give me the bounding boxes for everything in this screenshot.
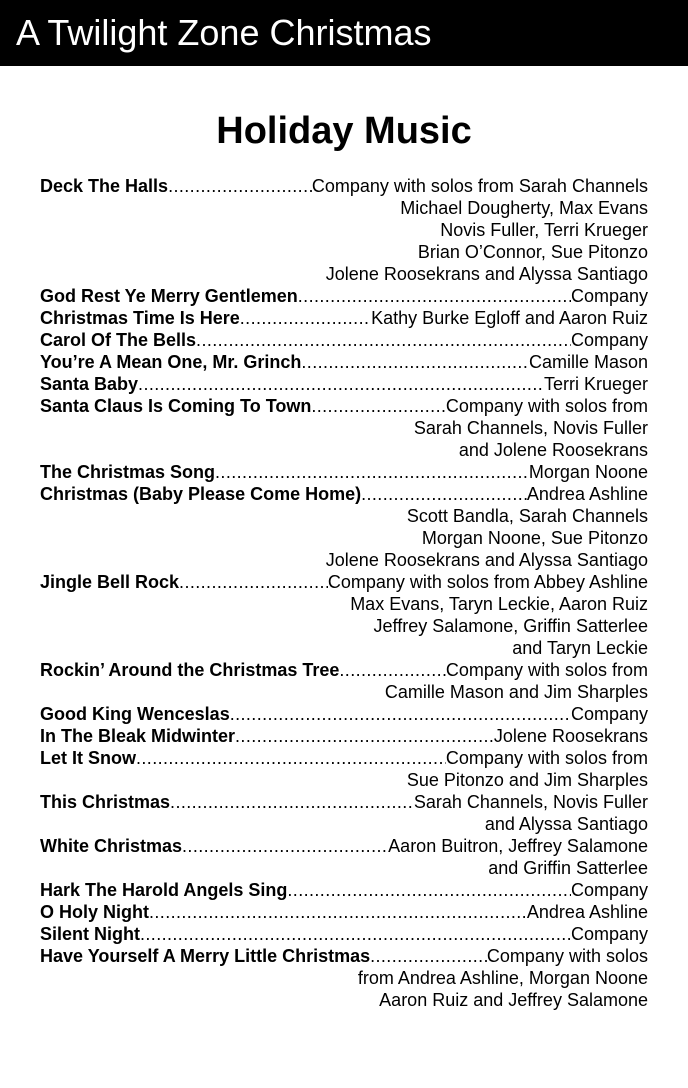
performer-text: Company with solos from Abbey Ashline [327,572,648,592]
song-title: Silent Night [40,924,140,944]
song-entry [40,945,648,1011]
song-title: Carol Of The Bells [40,330,197,350]
performer-text: Sarah Channels, Novis Fuller [413,792,648,812]
song-entry [40,835,648,879]
song-title: O Holy Night [40,902,149,922]
song-entry [40,725,648,747]
dot-leader [136,747,446,769]
song-line [40,725,648,747]
dot-leader [179,571,328,593]
song-line [40,879,648,901]
song-title: Christmas Time Is Here [40,308,240,328]
song-entry [40,571,648,659]
song-line [40,945,648,967]
performer-continuation: and Jolene Roosekrans [458,440,648,460]
song-line [40,791,648,813]
song-line [40,659,648,681]
performer-continuation: from Andrea Ashline, Morgan Noone [357,968,648,988]
dot-leader [168,175,312,197]
song-entry [40,461,648,483]
performer-continuation: Aaron Ruiz and Jeffrey Salamone [379,990,648,1010]
performer-continuation: and Taryn Leckie [512,638,648,658]
song-line [40,329,648,351]
dot-leader [149,901,527,923]
header-title: A Twilight Zone Christmas [16,12,432,53]
song-line [40,395,648,417]
song-title: White Christmas [40,836,183,856]
song-title: God Rest Ye Merry Gentlemen [40,286,298,306]
song-entry [40,747,648,791]
performer-continuation: Jolene Roosekrans and Alyssa Santiago [325,550,648,570]
dot-leader [182,835,388,857]
performer-text: Company [570,286,648,306]
song-line [40,747,648,769]
performer-continuation: Brian O’Connor, Sue Pitonzo [417,242,648,262]
song-title: Deck The Halls [40,176,169,196]
song-entry [40,703,648,725]
song-title: Let It Snow [40,748,136,768]
song-title: The Christmas Song [40,462,216,482]
dot-leader [287,879,571,901]
performer-text: Morgan Noone [528,462,648,482]
performer-text: Camille Mason [528,352,648,372]
song-entry [40,307,648,329]
song-title: Hark The Harold Angels Sing [40,880,288,900]
dot-leader [140,923,571,945]
dot-leader [235,725,494,747]
song-entry [40,373,648,395]
performer-text: Company with solos from [445,660,648,680]
dot-leader [215,461,529,483]
song-title: Have Yourself A Merry Little Christmas [40,946,371,966]
song-line [40,483,648,505]
performer-continuation: Scott Bandla, Sarah Channels [406,506,648,526]
dot-leader [301,351,529,373]
dot-leader [240,307,371,329]
performer-continuation: Sarah Channels, Novis Fuller [413,418,648,438]
song-entry [40,901,648,923]
song-entry [40,923,648,945]
song-line [40,307,648,329]
song-line [40,351,648,373]
song-title: In The Bleak Midwinter [40,726,236,746]
song-title: Good King Wenceslas [40,704,230,724]
performer-continuation: Camille Mason and Jim Sharples [384,682,648,702]
song-entry [40,395,648,461]
song-entry [40,791,648,835]
song-title: You’re A Mean One, Mr. Grinch [40,352,302,372]
performer-text: Kathy Burke Egloff and Aaron Ruiz [371,308,648,328]
dot-leader [311,395,446,417]
song-title: Rockin’ Around the Christmas Tree [40,660,340,680]
song-title: Christmas (Baby Please Come Home) [40,484,362,504]
performer-text: Company with solos [486,946,648,966]
performer-continuation: Jolene Roosekrans and Alyssa Santiago [325,264,648,284]
dot-leader [298,285,571,307]
dot-leader [196,329,571,351]
song-line [40,923,648,945]
dot-leader [230,703,571,725]
song-title: Santa Claus Is Coming To Town [40,396,312,416]
dot-leader [361,483,527,505]
performer-text: Company with solos from Sarah Channels [311,176,648,196]
performer-text: Company [570,704,648,724]
performer-text: Andrea Ashline [526,902,648,922]
performer-continuation: and Griffin Satterlee [488,858,648,878]
performer-text: Company [570,880,648,900]
song-title: This Christmas [40,792,171,812]
performer-text: Aaron Buitron, Jeffrey Salamone [388,836,648,856]
dot-leader [339,659,446,681]
song-line [40,901,648,923]
performer-continuation: Sue Pitonzo and Jim Sharples [406,770,648,790]
performer-continuation: Jeffrey Salamone, Griffin Satterlee [373,616,648,636]
song-line [40,835,648,857]
performer-text: Andrea Ashline [526,484,648,504]
performer-continuation: Morgan Noone, Sue Pitonzo [421,528,648,548]
performer-text: Company with solos from [445,396,648,416]
song-line [40,373,648,395]
song-entry [40,659,648,703]
song-entry [40,329,648,351]
song-entry [40,175,648,285]
song-line [40,461,648,483]
song-entry [40,483,648,571]
song-title: Santa Baby [40,374,139,394]
music-program-list [40,175,648,1011]
header-band [0,0,688,66]
song-line [40,285,648,307]
page-title: Holiday Music [216,110,472,152]
song-line [40,703,648,725]
dot-leader [370,945,487,967]
performer-continuation: Max Evans, Taryn Leckie, Aaron Ruiz [350,594,648,614]
song-title: Jingle Bell Rock [40,572,180,592]
dot-leader [170,791,414,813]
performer-text: Company [570,924,648,944]
dot-leader [138,373,544,395]
performer-continuation: and Alyssa Santiago [484,814,648,834]
song-line [40,571,648,593]
performer-continuation: Novis Fuller, Terri Krueger [440,220,648,240]
performer-text: Jolene Roosekrans [493,726,648,746]
performer-continuation: Michael Dougherty, Max Evans [400,198,648,218]
performer-text: Company [570,330,648,350]
song-line [40,175,648,197]
song-entry [40,285,648,307]
song-entry [40,351,648,373]
performer-text: Company with solos from [445,748,648,768]
song-entry [40,879,648,901]
performer-text: Terri Krueger [543,374,648,394]
